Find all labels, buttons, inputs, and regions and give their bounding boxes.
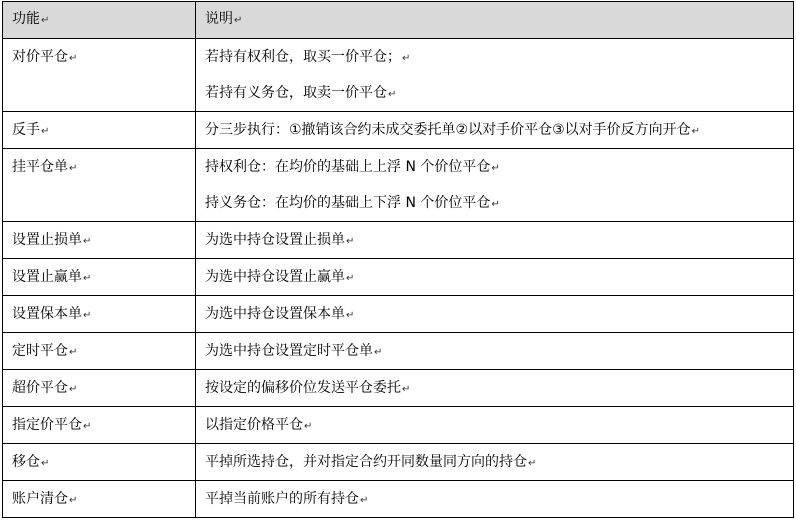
description-cell: 为选中持仓设置定时平仓单↵ [196,333,794,370]
paragraph-mark-icon: ↵ [528,458,537,469]
paragraph-mark-icon: ↵ [346,310,355,321]
function-cell: 移仓↵ [3,444,196,481]
paragraph-mark-icon: ↵ [41,458,50,469]
header-cell-description: 说明↵ [196,2,794,39]
paragraph-mark-icon: ↵ [346,236,355,247]
function-cell: 设置保本单↵ [3,296,196,333]
description-cell: 为选中持仓设置保本单↵ [196,296,794,333]
function-cell: 指定价平仓↵ [3,407,196,444]
function-cell: 超价平仓↵ [3,370,196,407]
paragraph-mark-icon: ↵ [360,495,369,506]
function-cell: 挂平仓单↵ [3,149,196,222]
function-cell: 反手↵ [3,112,196,149]
paragraph-mark-icon: ↵ [69,495,78,506]
paragraph-mark-icon: ↵ [69,384,78,395]
table-row [3,407,794,444]
function-cell: 对价平仓↵ [3,39,196,112]
header-cell-function: 功能↵ [3,2,196,39]
description-cell: 为选中持仓设置止赢单↵ [196,259,794,296]
table-row [3,149,794,222]
table-header-row [3,2,794,39]
table-row [3,481,794,518]
paragraph-mark-icon: ↵ [402,53,411,64]
table-row [3,39,794,112]
paragraph-mark-icon: ↵ [491,199,500,210]
paragraph-mark-icon: ↵ [69,53,78,64]
description-cell: 平掉当前账户的所有持仓↵ [196,481,794,518]
paragraph-mark-icon: ↵ [234,15,243,26]
function-cell: 定时平仓↵ [3,333,196,370]
paragraph-mark-icon: ↵ [402,384,411,395]
function-table [2,1,794,518]
description-cell: 平掉所选持仓，并对指定合约开同数量同方向的持仓↵ [196,444,794,481]
description-cell: 以指定价格平仓↵ [196,407,794,444]
table-row [3,370,794,407]
table-row [3,333,794,370]
table-row [3,112,794,149]
paragraph-mark-icon: ↵ [41,15,50,26]
paragraph-mark-icon: ↵ [83,236,92,247]
description-cell: 若持有权利仓，取买一价平仓；↵ 若持有义务仓，取卖一价平仓↵ [196,39,794,112]
paragraph-mark-icon: ↵ [83,273,92,284]
description-cell: 分三步执行：①撤销该合约未成交委托单②以对手价平仓③以对手价反方向开仓↵ [196,112,794,149]
table-row [3,222,794,259]
paragraph-mark-icon: ↵ [69,347,78,358]
paragraph-mark-icon: ↵ [69,163,78,174]
table-row [3,296,794,333]
paragraph-mark-icon: ↵ [691,126,701,137]
table-row [3,444,794,481]
paragraph-mark-icon: ↵ [388,89,397,100]
paragraph-mark-icon: ↵ [346,273,355,284]
description-cell: 按设定的偏移价位发送平仓委托↵ [196,370,794,407]
table-row [3,259,794,296]
paragraph-mark-icon: ↵ [83,421,92,432]
function-cell: 账户清仓↵ [3,481,196,518]
paragraph-mark-icon: ↵ [304,421,313,432]
description-cell: 持权利仓：在均价的基础上上浮 N 个价位平仓↵ 持义务仓：在均价的基础上下浮 N 个价位平仓↵ [196,149,794,222]
function-cell: 设置止赢单↵ [3,259,196,296]
paragraph-mark-icon: ↵ [41,126,50,137]
paragraph-mark-icon: ↵ [491,163,500,174]
description-cell: 为选中持仓设置止损单↵ [196,222,794,259]
function-cell: 设置止损单↵ [3,222,196,259]
paragraph-mark-icon: ↵ [374,347,383,358]
paragraph-mark-icon: ↵ [83,310,92,321]
